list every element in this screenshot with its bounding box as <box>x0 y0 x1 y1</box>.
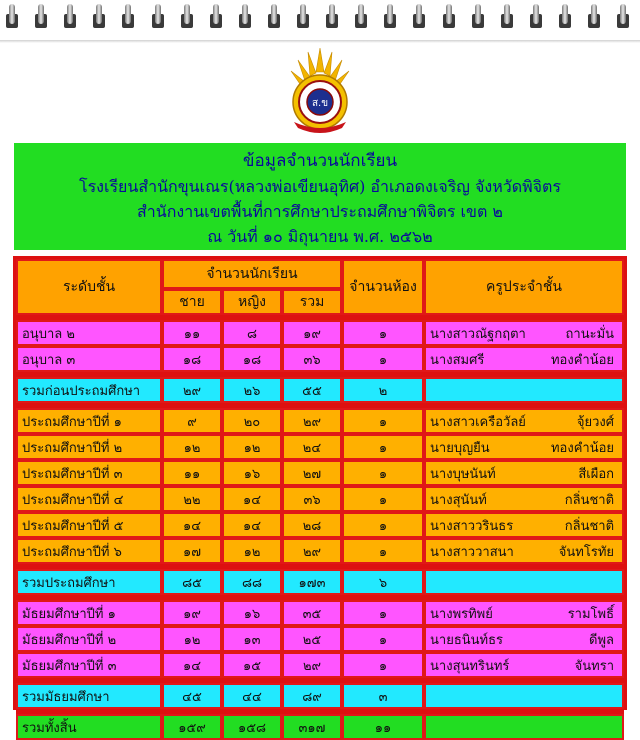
teacher-cell <box>424 460 624 486</box>
female-count-cell: ๘๘ <box>222 569 282 595</box>
female-count-cell: ๘ <box>222 320 282 346</box>
teacher-cell <box>424 320 624 346</box>
teacher-cell <box>424 538 624 564</box>
binding-ring <box>384 4 396 34</box>
room-count-cell: ๑๑ <box>342 714 424 740</box>
teacher-cell <box>424 346 624 372</box>
school-emblem-logo <box>284 46 356 136</box>
male-count-cell: ๒๙ <box>162 377 222 403</box>
table-row <box>16 408 624 434</box>
teacher-name: นายธนินท์ธร <box>430 632 504 648</box>
teacher-cell-empty <box>424 714 624 740</box>
teacher-surname: ทองคำน้อย <box>550 440 615 456</box>
teacher-cell-empty <box>424 377 624 403</box>
total-count-cell: ๘๙ <box>282 683 342 709</box>
teacher-cell <box>424 626 624 652</box>
room-count-cell: ๖ <box>342 569 424 595</box>
total-count-cell: ๒๘ <box>282 512 342 538</box>
room-count-cell: ๑ <box>342 320 424 346</box>
teacher-surname: จันทรา <box>574 658 615 674</box>
header-level: ระดับชั้น <box>16 259 162 315</box>
male-count-cell: ๑๕๙ <box>162 714 222 740</box>
office-line: สำนักงานเขตพื้นที่การศึกษาประถมศึกษาพิจิตร เขต ๒ <box>137 202 503 221</box>
binding-ring <box>93 4 105 34</box>
level-cell: ประถมศึกษาปีที่ ๕ <box>16 512 162 538</box>
female-count-cell: ๑๔ <box>222 512 282 538</box>
teacher-name: นางสุนันท์ <box>430 492 487 508</box>
female-count-cell: ๑๘ <box>222 346 282 372</box>
binding-ring <box>588 4 600 34</box>
teacher-surname: กลิ่นชาติ <box>564 518 615 534</box>
table-row <box>16 714 624 740</box>
level-cell: รวมประถมศึกษา <box>16 569 162 595</box>
level-cell: อนุบาล ๒ <box>16 320 162 346</box>
teacher-name: นางสาวเครือวัลย์ <box>430 414 526 430</box>
table-row <box>16 434 624 460</box>
male-count-cell: ๙ <box>162 408 222 434</box>
binding-ring <box>443 4 455 34</box>
female-count-cell: ๑๕๘ <box>222 714 282 740</box>
female-count-cell: ๑๖ <box>222 600 282 626</box>
binding-ring <box>530 4 542 34</box>
total-count-cell: ๒๙ <box>282 652 342 678</box>
teacher-cell <box>424 600 624 626</box>
total-count-cell: ๑๗๓ <box>282 569 342 595</box>
total-count-cell: ๕๕ <box>282 377 342 403</box>
male-count-cell: ๘๕ <box>162 569 222 595</box>
table-header-row <box>16 259 624 289</box>
male-count-cell: ๑๒ <box>162 434 222 460</box>
level-cell: อนุบาล ๓ <box>16 346 162 372</box>
date-line: ณ วันที่ ๑๐ มิถุนายน พ.ศ. ๒๕๖๒ <box>207 227 433 246</box>
teacher-surname: ถานะมั่น <box>565 326 615 342</box>
table-row <box>16 460 624 486</box>
table-row <box>16 377 624 403</box>
male-count-cell: ๑๗ <box>162 538 222 564</box>
table-row <box>16 512 624 538</box>
school-line: โรงเรียนสำนักขุนเณร(หลวงพ่อเขียนอุทิศ) อำเภอดงเจริญ จังหวัดพิจิตร <box>78 177 562 196</box>
binding-ring <box>152 4 164 34</box>
teacher-surname: สีเผือก <box>578 466 615 482</box>
male-count-cell: ๑๑ <box>162 460 222 486</box>
total-count-cell: ๓๖ <box>282 346 342 372</box>
male-count-cell: ๑๙ <box>162 600 222 626</box>
binding-ring <box>472 4 484 34</box>
table-row <box>16 569 624 595</box>
svg-text:ส.ข: ส.ข <box>311 98 329 109</box>
male-count-cell: ๑๑ <box>162 320 222 346</box>
female-count-cell: ๔๔ <box>222 683 282 709</box>
teacher-name: นางสมศรี <box>430 352 485 368</box>
binding-ring <box>6 4 18 34</box>
teacher-name: นางสาวณัฐกฤตา <box>430 326 526 342</box>
level-cell: มัธยมศึกษาปีที่ ๑ <box>16 600 162 626</box>
male-count-cell: ๑๔ <box>162 652 222 678</box>
level-cell: ประถมศึกษาปีที่ ๖ <box>16 538 162 564</box>
female-count-cell: ๒๖ <box>222 377 282 403</box>
room-count-cell: ๑ <box>342 626 424 652</box>
teacher-surname: จุ้ยวงศ์ <box>576 414 615 430</box>
teacher-cell <box>424 434 624 460</box>
student-count-table-frame <box>13 256 627 736</box>
room-count-cell: ๑ <box>342 434 424 460</box>
teacher-name: นางสุนทรินทร์ <box>430 658 510 674</box>
binding-ring <box>64 4 76 34</box>
table-row <box>16 486 624 512</box>
table-row <box>16 346 624 372</box>
room-count-cell: ๒ <box>342 377 424 403</box>
level-cell: ประถมศึกษาปีที่ ๓ <box>16 460 162 486</box>
header-total: รวม <box>282 289 342 315</box>
table-row <box>16 683 624 709</box>
female-count-cell: ๑๓ <box>222 626 282 652</box>
level-cell: มัธยมศึกษาปีที่ ๓ <box>16 652 162 678</box>
teacher-name: นางสาววรินธร <box>430 518 514 534</box>
total-count-cell: ๒๕ <box>282 626 342 652</box>
header-rooms: จำนวนห้อง <box>342 259 424 315</box>
binding-ring <box>239 4 251 34</box>
total-count-cell: ๑๙ <box>282 320 342 346</box>
level-cell: รวมทั้งสิ้น <box>16 714 162 740</box>
total-count-cell: ๓๑๗ <box>282 714 342 740</box>
teacher-name: นางพรทิพย์ <box>430 606 493 622</box>
header-female: หญิง <box>222 289 282 315</box>
table-row <box>16 652 624 678</box>
total-count-cell: ๒๙ <box>282 538 342 564</box>
room-count-cell: ๑ <box>342 346 424 372</box>
spiral-binding <box>0 0 640 44</box>
level-cell: ประถมศึกษาปีที่ ๔ <box>16 486 162 512</box>
level-cell: มัธยมศึกษาปีที่ ๒ <box>16 626 162 652</box>
teacher-cell <box>424 512 624 538</box>
student-count-table <box>16 259 624 740</box>
room-count-cell: ๑ <box>342 460 424 486</box>
level-cell: รวมก่อนประถมศึกษา <box>16 377 162 403</box>
table-row <box>16 538 624 564</box>
room-count-cell: ๑ <box>342 486 424 512</box>
room-count-cell: ๑ <box>342 538 424 564</box>
room-count-cell: ๑ <box>342 652 424 678</box>
teacher-cell-empty <box>424 683 624 709</box>
binding-ring <box>297 4 309 34</box>
total-count-cell: ๒๙ <box>282 408 342 434</box>
room-count-cell: ๑ <box>342 512 424 538</box>
header-students: จำนวนนักเรียน <box>162 259 342 289</box>
binding-ring <box>181 4 193 34</box>
binding-ring <box>122 4 134 34</box>
binding-shadow <box>0 40 640 43</box>
male-count-cell: ๑๔ <box>162 512 222 538</box>
teacher-cell <box>424 652 624 678</box>
total-count-cell: ๒๗ <box>282 460 342 486</box>
header-teacher: ครูประจำชั้น <box>424 259 624 315</box>
male-count-cell: ๒๒ <box>162 486 222 512</box>
female-count-cell: ๑๒ <box>222 538 282 564</box>
level-cell: ประถมศึกษาปีที่ ๒ <box>16 434 162 460</box>
male-count-cell: ๔๕ <box>162 683 222 709</box>
emblem-icon <box>284 46 356 136</box>
teacher-name: นายบุญยืน <box>430 440 490 456</box>
header-male: ชาย <box>162 289 222 315</box>
table-row <box>16 600 624 626</box>
binding-ring <box>35 4 47 34</box>
teacher-name: นางสาววาสนา <box>430 544 514 560</box>
table-row <box>16 626 624 652</box>
binding-ring <box>617 4 629 34</box>
report-header <box>14 143 626 250</box>
female-count-cell: ๑๒ <box>222 434 282 460</box>
female-count-cell: ๒๐ <box>222 408 282 434</box>
room-count-cell: ๑ <box>342 600 424 626</box>
level-cell: ประถมศึกษาปีที่ ๑ <box>16 408 162 434</box>
teacher-surname: รามโพธิ์ <box>567 606 615 622</box>
room-count-cell: ๓ <box>342 683 424 709</box>
binding-ring <box>268 4 280 34</box>
room-count-cell: ๑ <box>342 408 424 434</box>
table-row <box>16 320 624 346</box>
binding-ring <box>355 4 367 34</box>
total-count-cell: ๒๔ <box>282 434 342 460</box>
total-count-cell: ๓๕ <box>282 600 342 626</box>
female-count-cell: ๑๖ <box>222 460 282 486</box>
male-count-cell: ๑๒ <box>162 626 222 652</box>
report-title: ข้อมูลจำนวนนักเรียน <box>242 151 398 171</box>
male-count-cell: ๑๘ <box>162 346 222 372</box>
teacher-name: นางบุษนันท์ <box>430 466 496 482</box>
binding-ring <box>559 4 571 34</box>
total-count-cell: ๓๖ <box>282 486 342 512</box>
female-count-cell: ๑๕ <box>222 652 282 678</box>
teacher-surname: จันทโรทัย <box>558 544 615 560</box>
binding-ring <box>210 4 222 34</box>
binding-ring <box>413 4 425 34</box>
teacher-cell <box>424 408 624 434</box>
teacher-surname: กลิ่นชาติ <box>564 492 615 508</box>
teacher-surname: ดีพูล <box>589 632 615 648</box>
teacher-cell-empty <box>424 569 624 595</box>
binding-ring <box>501 4 513 34</box>
teacher-surname: ทองคำน้อย <box>550 352 615 368</box>
teacher-cell <box>424 486 624 512</box>
level-cell: รวมมัธยมศึกษา <box>16 683 162 709</box>
binding-ring <box>326 4 338 34</box>
female-count-cell: ๑๔ <box>222 486 282 512</box>
